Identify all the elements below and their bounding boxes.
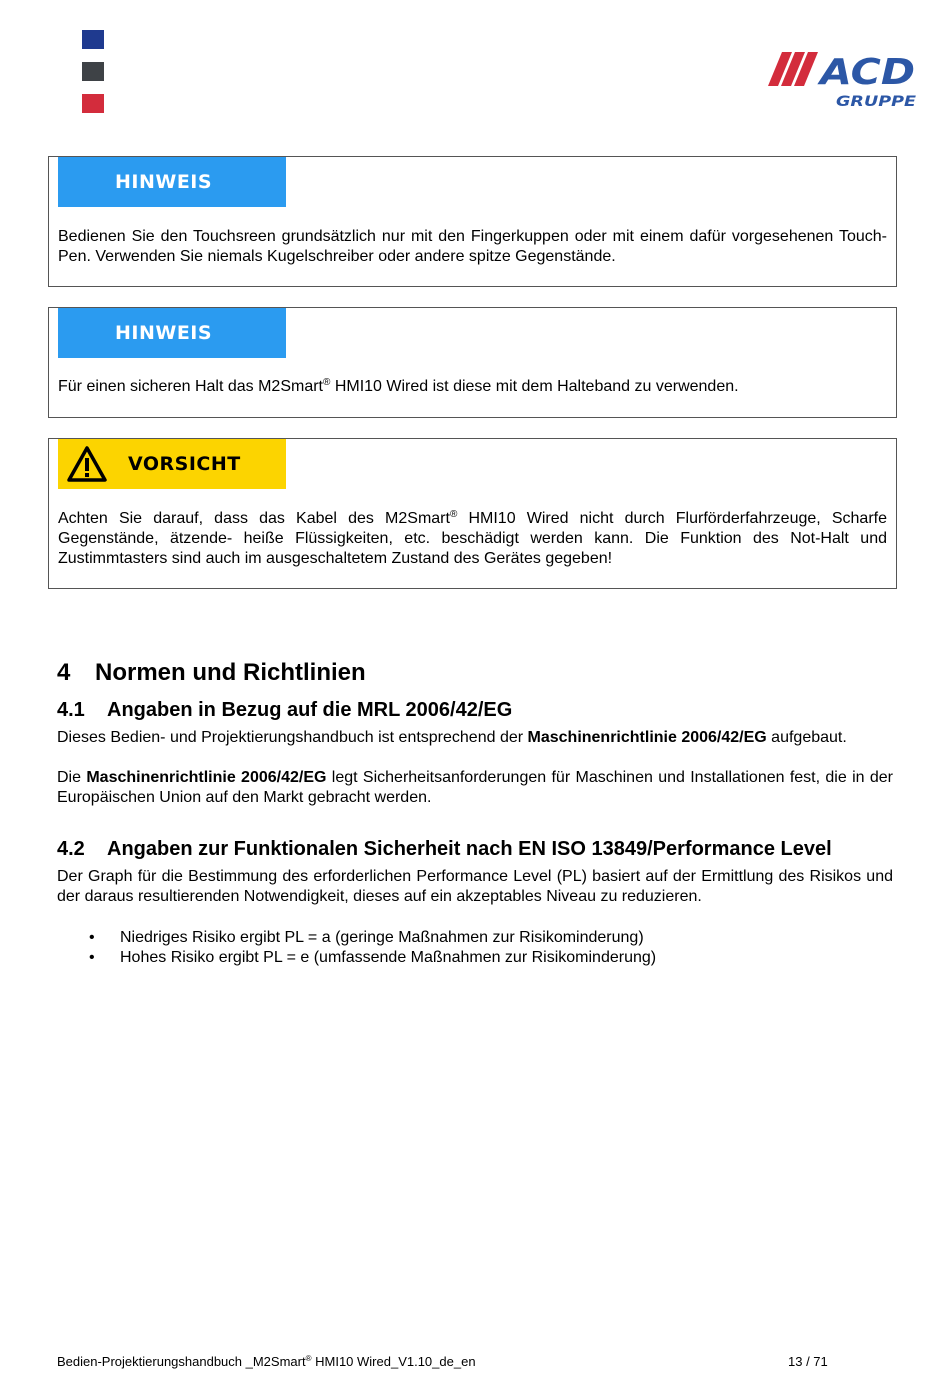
- bullet-icon: •: [89, 929, 95, 946]
- subsection-heading-4-1: 4.1 Angaben in Bezug auf die MRL 2006/42/EG: [57, 699, 513, 721]
- notice-box-hinweis-2: [48, 307, 897, 418]
- paragraph-mrl-2: Die Maschinenrichtlinie 2006/42/EG legt Sicherheitsanforderungen für Maschinen und Installationen fest, die in der Europäischen Union auf den Markt gebracht werden.: [57, 769, 893, 806]
- brand-square-blue: [82, 30, 104, 49]
- paragraph-mrl-1: Dieses Bedien- und Projektierungshandbuch ist entsprechend der Maschinenrichtlinie 2006/42/EG aufgebaut.: [57, 729, 847, 746]
- bullet-list: [57, 928, 893, 968]
- notice-header: [58, 157, 286, 207]
- notice-label: VORSICHT: [128, 453, 241, 475]
- notice-text: Für einen sicheren Halt das M2Smart® HMI10 Wired ist diese mit dem Halteband zu verwenden.: [58, 377, 739, 395]
- logo-brand: ACD: [816, 52, 915, 93]
- section-heading: 4 Normen und Richtlinien: [57, 659, 366, 686]
- acd-logo: [766, 48, 918, 112]
- notice-text: Achten Sie darauf, dass das Kabel des M2Smart® HMI10 Wired nicht durch Flurförderfahrzeuge, Scharfe Gegenstände, ätzende- heiße Flüssigkeiten, etc. beschädigt werden kann. Die Funktion des Not-Halt und Zustimmtasters sind auch im ausgeschaltetem Zustand des Gerätes gegeben!: [58, 509, 888, 567]
- list-item: • Niedriges Risiko ergibt PL = a (geringe Maßnahmen zur Risikominderung): [89, 929, 644, 946]
- paragraph-performance-level: Der Graph für die Bestimmung des erforderlichen Performance Level (PL) basiert auf der Ermittlung des Risikos und der daraus resultierenden Notwendigkeit, dieses auf ein akzeptables Niveau zu reduzieren.: [57, 868, 893, 905]
- notice-label: HINWEIS: [115, 171, 213, 193]
- bullet-icon: •: [89, 949, 95, 966]
- footer-page-number: 13 / 71: [788, 1354, 828, 1369]
- notice-label: HINWEIS: [115, 322, 213, 344]
- notice-box-vorsicht: [48, 438, 897, 589]
- brand-square-red: [82, 94, 104, 113]
- brand-square-grey: [82, 62, 104, 81]
- warning-triangle-icon: [67, 446, 107, 482]
- footer-document-name: Bedien-Projektierungshandbuch _M2Smart® HMI10 Wired_V1.10_de_en: [57, 1354, 476, 1369]
- subsection-heading-4-2: 4.2 Angaben zur Funktionalen Sicherheit nach EN ISO 13849/Performance Level: [57, 838, 832, 860]
- notice-header: [58, 439, 286, 489]
- notice-box-hinweis-1: [48, 156, 897, 287]
- notice-text: Bedienen Sie den Touchsreen grundsätzlich nur mit den Fingerkuppen oder mit einem dafür vorgesehenen Touch-Pen. Verwenden Sie niemals Kugelschreiber oder andere spitze Gegenstände.: [58, 228, 887, 265]
- notice-header: [58, 308, 286, 358]
- list-item: • Hohes Risiko ergibt PL = e (umfassende Maßnahmen zur Risikominderung): [89, 949, 657, 966]
- logo-subtitle: GRUPPE: [836, 94, 917, 110]
